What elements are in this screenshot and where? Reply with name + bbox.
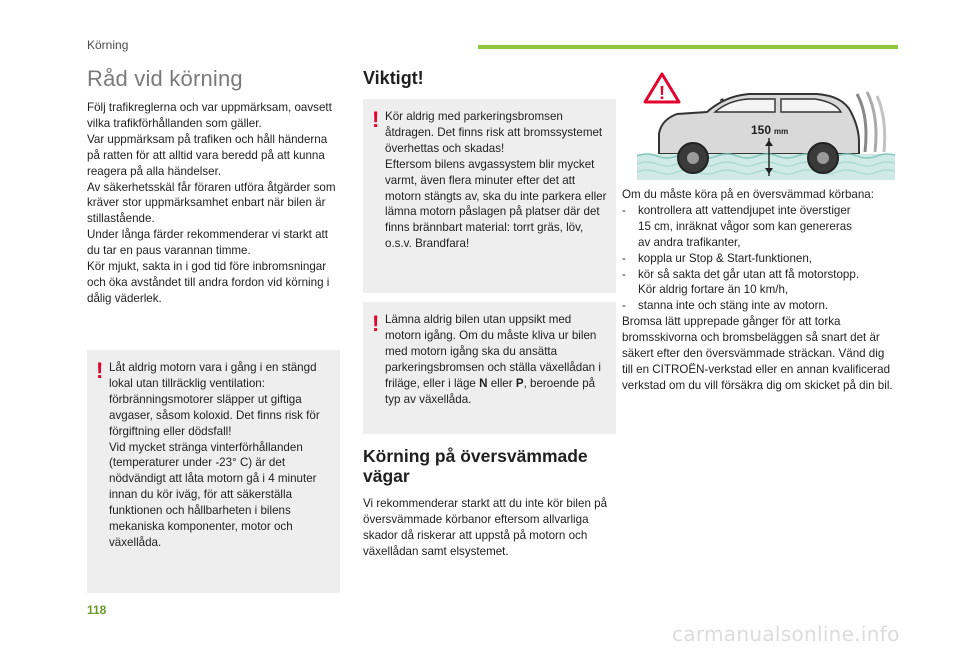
warning-paragraph: Låt aldrig motorn vara i gång i en stängd lokal utan tillräcklig ventilation: förbränningsmotorer släpper ut giftiga avgaser, såsom koloxid. Det finns risk för förgiftning eller dödsfall! [109, 361, 320, 438]
section-rule [478, 45, 898, 49]
exclamation-warning-icon: ! [372, 311, 380, 336]
advice-paragraph: Följ trafikreglerna och var uppmärksam, oavsett vilka trafikförhållanden som gäller. [87, 101, 332, 130]
list-item: - stanna inte och stäng inte av motorn. [622, 299, 829, 313]
instructions-outro: Bromsa lätt upprepade gånger för att torka bromsskivorna och bromsbeläggen så snart det är säkert efter den översvämmade sträckan. Vänd dig till en CITROËN-verkstad eller en annan kvalificerad verkstad om du vill försäkra dig om skicket på din bil. [622, 315, 893, 392]
list-item: - kör så sakta det går utan att få motorstopp. Kör aldrig fortare än 10 km/h, [622, 267, 860, 297]
exclamation-warning-icon: ! [372, 107, 380, 132]
advice-paragraph: Av säkerhetsskäl får föraren utföra åtgärder som kräver stor uppmärksamhet enbart när bilen är stillastående. [87, 180, 336, 226]
flooded-road-instructions [622, 187, 897, 394]
flooded-roads-intro: Vi rekommenderar starkt att du inte kör bilen på översvämmade körbanor eftersom allvarliga skador då riskerar att uppstå på motorn och växellådan samt elsystemet. [363, 497, 608, 558]
driving-advice-text [87, 100, 343, 307]
section-label: Körning [87, 38, 129, 52]
flooded-road-illustration [637, 72, 895, 180]
unattended-vehicle-warning [363, 302, 616, 434]
water-depth-unit: mm [774, 127, 789, 136]
advice-paragraph: Var uppmärksam på trafiken och håll händerna på ratten för att alltid vara beredd på att kunna reagera på alla händelser. [87, 132, 328, 178]
flooded-roads-heading: Körning på översvämmade vägar [363, 446, 588, 486]
important-heading: Viktigt! [363, 68, 424, 88]
advice-paragraph: Under långa färder rekommenderar vi starkt att du tar en paus varannan timme. [87, 228, 328, 258]
gear-neutral: N [479, 376, 488, 390]
list-item: - koppla ur Stop & Start-funktionen, [622, 251, 813, 265]
exclamation-warning-icon: ! [96, 358, 104, 383]
page-title: Råd vid körning [87, 66, 243, 91]
svg-text:!: ! [659, 83, 665, 103]
water-depth-value: 150 [750, 123, 771, 137]
parking-brake-warning [363, 99, 616, 293]
warning-paragraph: Kör aldrig med parkeringsbromsen åtdragen. Det finns risk att bromssystemet överhettas och skadas! [385, 110, 603, 155]
advice-paragraph: Kör mjukt, sakta in i god tid före inbromsningar och öka avståndet till andra fordon vid körning i dålig väderlek. [87, 260, 330, 305]
warning-paragraph: Vid mycket stränga vinterförhållanden (temperaturer under -23° C) är det nödvändigt att låta motorn gå i 4 minuter innan du kör iväg, för att säkerställa funktionen och hållbarheten i bilens mekaniska komponenter, motor och växellåda. [109, 440, 317, 549]
flood-water [637, 154, 895, 180]
engine-ventilation-warning [87, 350, 340, 593]
watermark: carmanualsonline.info [672, 622, 900, 646]
list-item: - kontrollera att vattendjupet inte överstiger 15 cm, inräknat vågor som kan genereras av andra trafikanter, [622, 203, 852, 249]
page-number: 118 [87, 603, 107, 617]
warning-paragraph: Eftersom bilens avgassystem blir mycket varmt, även flera minuter efter det att motorn stängts av, ska du inte parkera eller lämna motorn påslagen på platser där det finns brännbart material: torrt gräs, löv, o.s.v. Brandfara! [385, 157, 607, 251]
warning-paragraph: Lämna aldrig bilen utan uppsikt med motorn igång. Om du måste kliva ur bilen med motorn igång ska du ansätta parkeringsbromsen och ställa växellådan i friläge, eller i läge N eller P, beroende på typ av växellåda. [385, 313, 601, 406]
gear-park: P [515, 376, 524, 390]
instructions-intro: Om du måste köra på en översvämmad körbana: [622, 188, 874, 201]
